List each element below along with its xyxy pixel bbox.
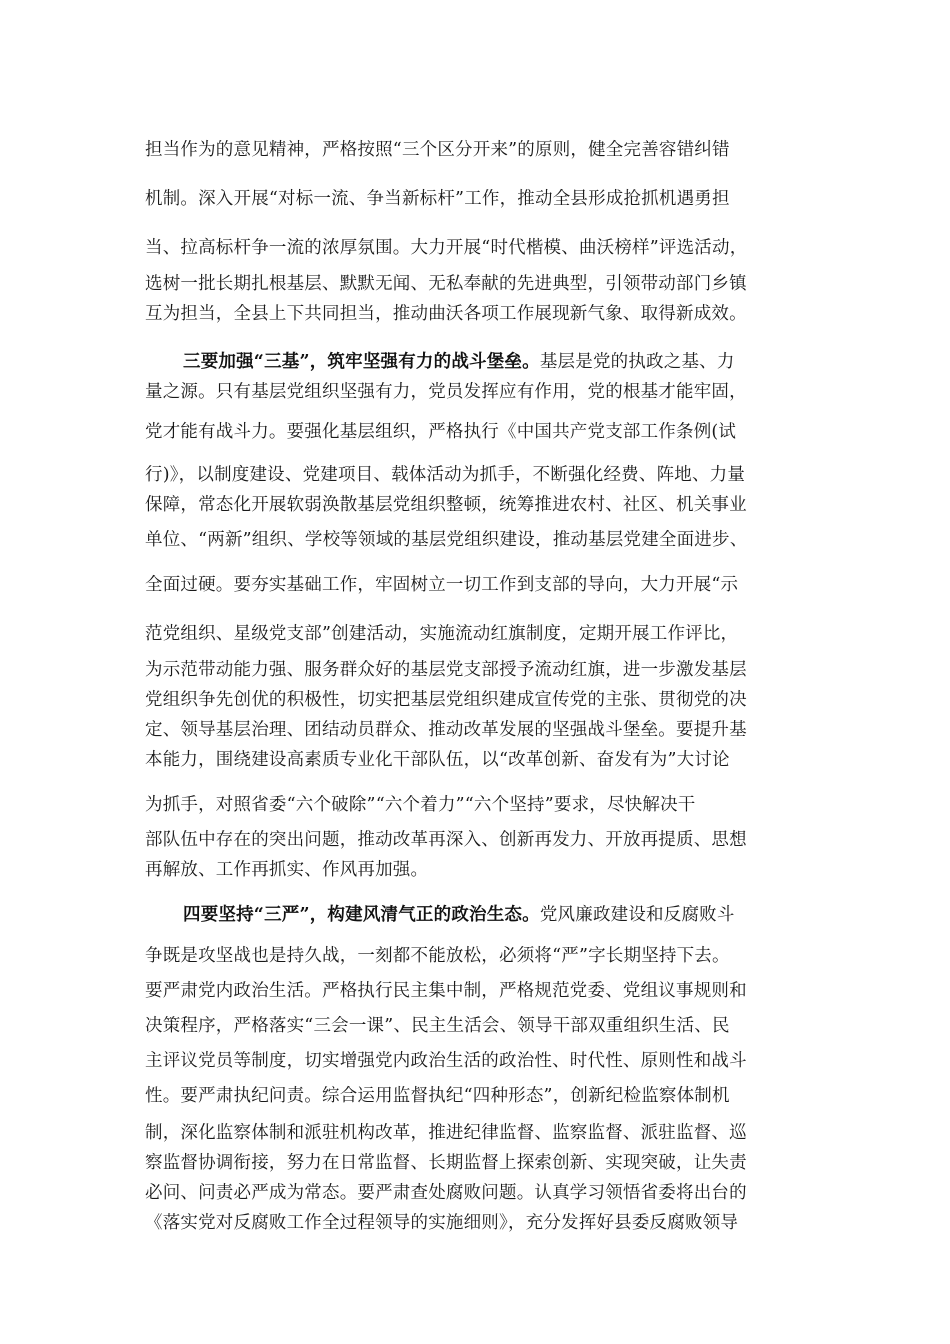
line-text: 性。要严肃执纪问责。综合运用监督执纪“四种形态”，创新纪检监察体制机 [145,1086,730,1106]
line-text: 当、拉高标杆争一流的浓厚氛围。大力开展“时代楷模、曲沃榜样”评选活动， [145,238,748,258]
line-text: 选树一批长期扎根基层、默默无闻、无私奉献的先进典型，引领带动部门乡镇 [145,274,747,294]
document-line [145,1151,825,1175]
line-text: 基层是党的执政之基、力 [539,352,735,372]
document-line [145,944,825,968]
document-line [145,748,825,772]
document-line [183,903,825,927]
section-heading: 四要坚持“三严”，构建风清气正的政治生态。 [183,905,540,925]
document-line [145,828,825,852]
document-line [145,272,825,296]
line-text: 要严肃党内政治生活。严格执行民主集中制，严格规范党委、党组议事规则和 [145,981,747,1001]
line-text: 部队伍中存在的突出问题，推动改革再深入、创新再发力、开放再提质、思想 [145,830,747,850]
document-line [145,688,825,712]
line-text: 互为担当，全县上下共同担当，推动曲沃各项工作展现新气象、取得新成效。 [145,304,747,324]
document-line [145,1084,825,1108]
document-line [145,858,825,882]
line-text: 《落实党对反腐败工作全过程领导的实施细则》，充分发挥好县委反腐败领导 [145,1213,739,1233]
line-text: 范党组织、星级党支部”创建活动，实施流动红旗制度，定期开展工作评比， [145,624,739,644]
document-line [145,302,825,326]
line-text: 量之源。只有基层党组织坚强有力，党员发挥应有作用，党的根基才能牢固， [145,382,747,402]
document-line [145,528,825,552]
document-line [145,463,825,487]
line-text: 主评议党员等制度，切实增强党内政治生活的政治性、时代性、原则性和战斗 [145,1051,747,1071]
document-line [145,187,825,211]
section-heading: 三要加强“三基”，筑牢坚强有力的战斗堡垒。 [183,352,540,372]
line-text: 机制。深入开展“对标一流、争当新标杆”工作，推动全县形成抢抓机遇勇担 [145,189,730,209]
document-line [145,1211,825,1235]
line-text: 定、领导基层治理、团结动员群众、推动改革发展的坚强战斗堡垒。要提升基 [145,720,747,740]
document-line [145,236,825,260]
document-line [145,658,825,682]
document-line [145,420,825,444]
line-text: 争既是攻坚战也是持久战，一刻都不能放松，必须将“严”字长期坚持下去。 [145,946,730,966]
line-text: 察监督协调衔接，努力在日常监督、长期监督上探索创新、实现突破，让失责 [145,1153,747,1173]
line-text: 为抓手，对照省委“六个破除”“六个着力”“六个坚持”要求，尽快解决干 [145,795,696,815]
document-line [145,1121,825,1145]
line-text: 党风廉政建设和反腐败斗 [539,905,735,925]
document-line [145,493,825,517]
line-text: 单位、“两新”组织、学校等领域的基层党组织建设，推动基层党建全面进步、 [145,530,748,550]
document-line [145,1049,825,1073]
document-line [145,979,825,1003]
line-text: 必问、问责必严成为常态。要严肃查处腐败问题。认真学习领悟省委将出台的 [145,1183,747,1203]
line-text: 为示范带动能力强、服务群众好的基层党支部授予流动红旗，进一步激发基层 [145,660,747,680]
document-line [145,573,825,597]
line-text: 再解放、工作再抓实、作风再加强。 [145,860,429,880]
document-line [183,350,825,374]
document-line [145,718,825,742]
line-text: 担当作为的意见精神，严格按照“三个区分开来”的原则，健全完善容错纠错 [145,140,730,160]
line-text: 本能力，围绕建设高素质专业化干部队伍，以“改革创新、奋发有为”大讨论 [145,750,730,770]
document-line [145,380,825,404]
line-text: 行)》，以制度建设、党建项目、载体活动为抓手，不断强化经费、阵地、力量 [145,465,746,485]
document-line [145,138,825,162]
line-text: 全面过硬。要夯实基础工作，牢固树立一切工作到支部的导向，大力开展“示 [145,575,739,595]
document-line [145,1181,825,1205]
line-text: 党组织争先创优的积极性，切实把基层党组织建成宣传党的主张、贯彻党的决 [145,690,747,710]
document-line [145,793,825,817]
line-text: 党才能有战斗力。要强化基层组织，严格执行《中国共产党支部工作条例(试 [145,422,737,442]
line-text: 制，深化监察体制和派驻机构改革，推进纪律监督、监察监督、派驻监督、巡 [145,1123,747,1143]
document-line [145,1014,825,1038]
line-text: 决策程序，严格落实“三会一课”、民主生活会、领导干部双重组织生活、民 [145,1016,730,1036]
document-line [145,622,825,646]
line-text: 保障，常态化开展软弱涣散基层党组织整顿，统筹推进农村、社区、机关事业 [145,495,747,515]
